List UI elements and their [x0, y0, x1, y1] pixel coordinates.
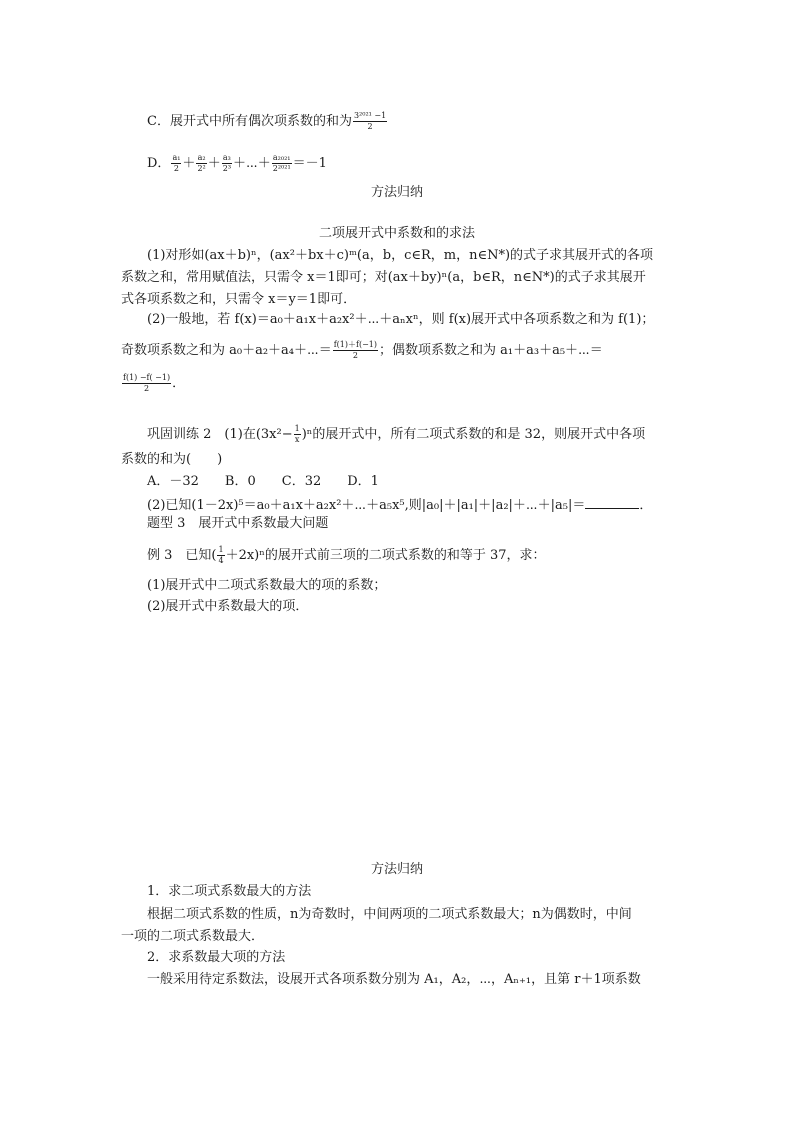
method-text: 根据二项式系数的性质，n为奇数时，中间两项的二项式系数最大；n为偶数时，中间: [147, 907, 632, 922]
answer-blank[interactable]: [585, 496, 639, 509]
fraction: $\frac{\text{a₂}}{\text{2²}}$: [197, 153, 206, 173]
option-c: C．展开式中所有偶次项系数的和为 $\frac{\text{3²⁰²¹ −1}}{2}$: [147, 111, 387, 131]
example-text: 例 3 已知( $\frac{1}{4}$ ＋2x)ⁿ的展开式前三项的二项式系数的和等于 37，求：: [147, 545, 546, 565]
method-text: 系数之和，常用赋值法，只需令 x＝1即可；对(ax＋by)ⁿ(a，b∈R，n∈N*)的式子求其展开: [121, 270, 646, 285]
exercise-text: 系数的和为( ): [121, 452, 223, 467]
method-text: 奇数项系数之和为 a₀＋a₂＋a₄＋⋯＝ $\frac{f(1)+f(-1)}{2}$ ；偶数项系数之和为 a₁＋a₃＋a₅＋⋯＝: [121, 340, 603, 360]
section-subheading: 二项展开式中系数和的求法: [318, 226, 475, 241]
method-text: (2)一般地，若 f(x)＝a₀＋a₁x＋a₂x²＋⋯＋aₙxⁿ，则 f(x)展开式中各项系数之和为 f(1)；: [147, 312, 655, 327]
fraction: $\frac{\text{a₂₀₂₁}}{\text{2²⁰²¹}}$: [272, 153, 291, 173]
exercise-text: (2)已知(1－2x)⁵＝a₀＋a₁x＋a₂x²＋⋯＋a₅x⁵,则|a₀|＋|a₁|＋|a₂|＋⋯＋|a₅|＝ ．: [147, 498, 653, 513]
question-type-heading: 题型 3 展开式中系数最大问题: [147, 516, 329, 531]
fraction: $\frac{\text{3²⁰²¹ −1}}{2}$: [353, 111, 387, 131]
example-question: (1)展开式中二项式系数最大的项的系数；: [147, 578, 387, 593]
exercise-text: 巩固训练 2 (1)在(3x²− $\frac{1}{x}$ )ⁿ的展开式中，所有二项式系数的和是 32，则展开式中各项: [147, 424, 646, 444]
exercise-options: A．－32 B．0 C．32 D．1: [147, 474, 379, 489]
method-text: (1)对形如(ax＋b)ⁿ，(ax²＋bx＋c)ᵐ(a，b，c∈R，m，n∈N*)的式子求其展开式的各项: [147, 248, 654, 263]
fraction: $\frac{1}{x}$: [294, 424, 300, 444]
fraction: $\frac{1}{4}$: [218, 545, 224, 565]
fraction: $\frac{\text{a₃}}{\text{2³}}$: [222, 153, 232, 173]
section-heading: 方法归纳: [370, 185, 423, 200]
fraction: $\frac{\text{a₁}}{2}$: [172, 153, 181, 173]
method-text: 一项的二项式系数最大．: [121, 929, 265, 944]
method-text: 一般采用待定系数法，设展开式各项系数分别为 A₁，A₂，⋯，Aₙ₊₁，且第 r＋1项系数: [147, 972, 641, 987]
fraction: $\frac{f(1) -f( -1)}{2}$: [123, 373, 171, 393]
method-text: 式各项系数之和，只需令 x＝y＝1即可．: [121, 292, 357, 307]
method-title: 2．求系数最大项的方法: [147, 950, 286, 965]
example-question: (2)展开式中系数最大的项．: [147, 599, 309, 614]
option-d: D． $\frac{\text{a₁}}{2}$ ＋ $\frac{\text{a₂}}{\text{2²}}$ ＋ $\frac{\text{a₃}}{\text{2³}}$ ＋⋯＋ $\frac{\text{a₂₀₂₁}}{\text{2²⁰²¹}}$ ＝－1: [147, 153, 327, 173]
section-heading: 方法归纳: [370, 862, 423, 877]
fraction: $\frac{f(1)+f(-1)}{2}$: [333, 340, 378, 360]
method-text: $\frac{f(1) -f( -1)}{2}$ ．: [123, 373, 186, 393]
method-title: 1．求二项式系数最大的方法: [147, 884, 312, 899]
